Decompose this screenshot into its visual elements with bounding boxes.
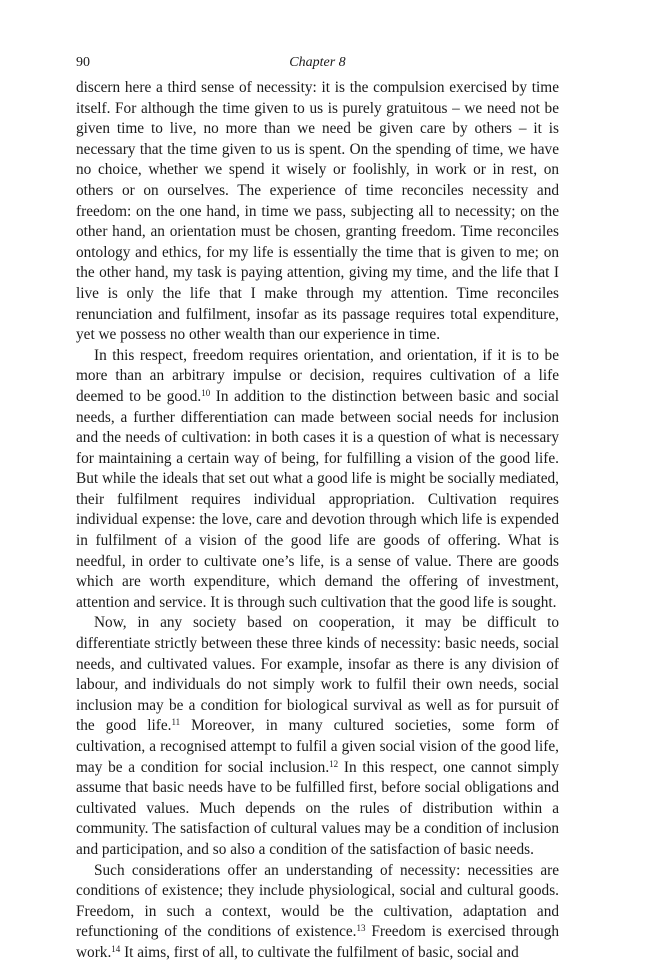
text-segment: It aims, first of all, to cultivate the fulfilment of basic, social and: [120, 943, 519, 961]
text-segment: Freedom is exercised through work.: [76, 923, 559, 961]
running-head: Chapter 8: [289, 55, 346, 70]
footnote-ref-11[interactable]: 11: [171, 717, 181, 728]
paragraph-4: [76, 861, 559, 964]
text-segment: In this respect, one cannot simply assume that basic needs have to be fulfilled first, before social obligations and cultivated values. Much depends on the rules of distribution within a community. The satisfaction of cultural values may be a condition of inclusion and participation, and so also a condition of the satisfaction of basic needs.: [76, 758, 559, 858]
text-segment: In this respect, freedom requires orientation, and orientation, if it is to be more than an arbitrary impulse or decision, requires cultivation of a life deemed to be good.: [76, 346, 559, 405]
page-number: 90: [76, 55, 90, 70]
body-text: [76, 78, 559, 964]
footnote-ref-14[interactable]: 14: [111, 943, 121, 954]
text-segment: Such considerations offer an understanding of necessity: necessities are conditions of existence; they include physiological, social and cultural goods. Freedom, in such a context, would be the cultivation, adaptation and refunctioning of the conditions of existence.: [76, 861, 559, 941]
text-segment: Now, in any society based on cooperation, it may be difficult to differentiate strictly between these three kinds of necessity: basic needs, social needs, and cultivated values. For example, insofar as there is any division of labour, and individuals do not simply work to fulfil their own needs, social inclusion may be a condition for biological survival as well as for pursuit of the good life.: [76, 614, 559, 735]
footnote-ref-10[interactable]: 10: [201, 387, 211, 398]
page-header: [76, 55, 559, 75]
paragraph-3: [76, 613, 559, 860]
footnote-ref-13[interactable]: 13: [356, 923, 366, 934]
text-segment: discern here a third sense of necessity: it is the compulsion exercised by time itself. For although the time given to us is purely gratuitous – we need not be given time to live, no more than we need be given care by others – it is necessary that the time given to us is spent. On the spending of time, we have no choice, whether we spend it wisely or foolishly, in work or in rest, on others or on ourselves. The experience of time reconciles necessity and freedom: on the one hand, in time we pass, subjecting all to necessity; on the other hand, an orientation must be chosen, granting freedom. Time reconciles ontology and ethics, for my life is essentially the time that is given to me; on the other hand, my task is paying attention, giving my time, and the life that I live is only the life that I make through my attention. Time reconciles renunciation and fulfilment, insofar as its passage requires total expenditure, yet we possess no other wealth than our experience in time.: [76, 79, 559, 344]
text-segment: Moreover, in many cultured societies, some form of cultivation, a recognised attempt to fulfil a given social vision of the good life, may be a condition for social inclusion.: [76, 717, 559, 776]
paragraph-1: [76, 78, 559, 346]
text-segment: In addition to the distinction between basic and social needs, a further differentiation can made between social needs for inclusion and the needs of cultivation: in both cases it is a question of what is necessary for maintaining a certain way of being, for fulfilling a vision of the good life. But while the ideals that set out what a good life is might be socially mediated, their fulfilment requires individual appropriation. Cultivation requires individual expense: the love, care and devotion through which life is expended in fulfilment of a vision of the good life are goods of offering. What is needful, in order to cultivate one’s life, is a sense of value. There are goods which are worth expenditure, which demand the offering of investment, attention and service. It is through such cultivation that the good life is sought.: [76, 387, 559, 611]
paragraph-2: [76, 346, 559, 614]
footnote-ref-12[interactable]: 12: [329, 758, 339, 769]
